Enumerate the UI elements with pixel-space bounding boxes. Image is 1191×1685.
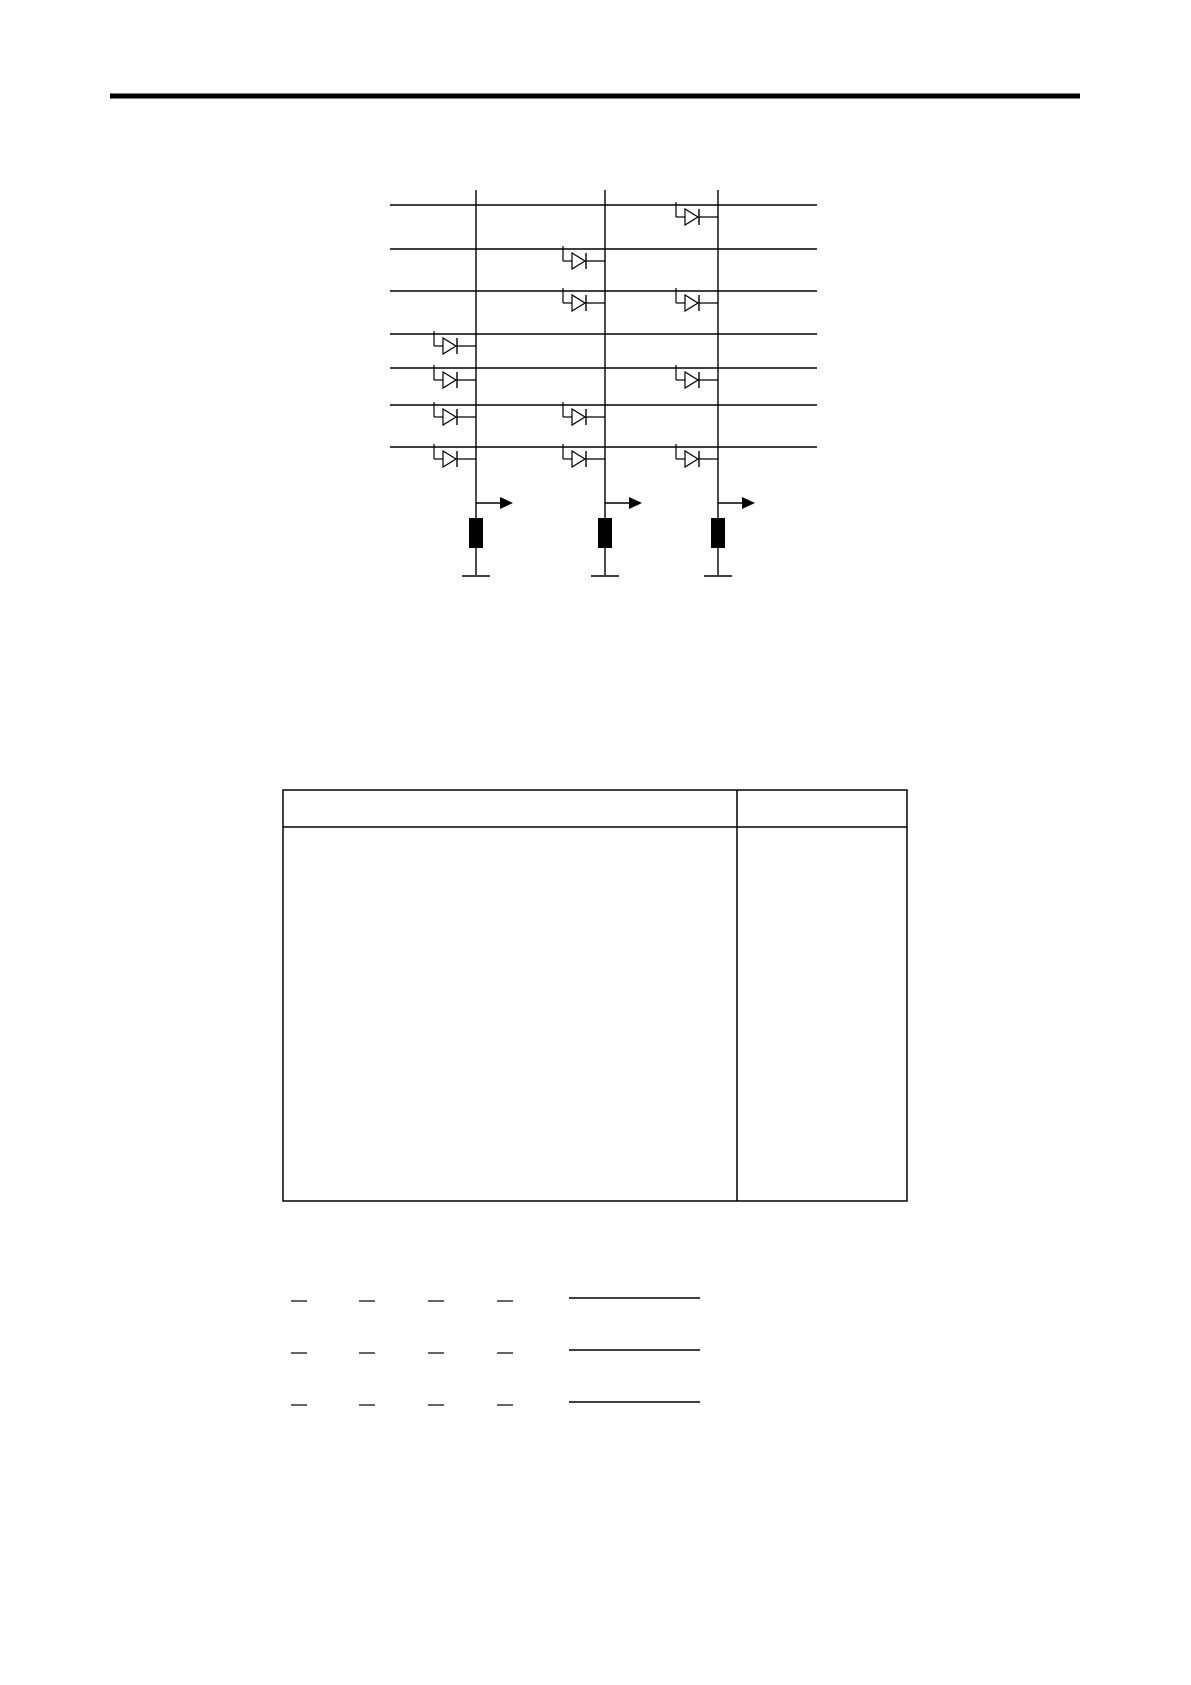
resistor-icon <box>469 518 483 548</box>
diode-icon <box>443 409 456 425</box>
resistor-icon <box>711 518 725 548</box>
arrow-right-icon <box>500 497 513 509</box>
diode-icon <box>443 451 456 467</box>
diode-icon <box>572 451 585 467</box>
diode-icon <box>572 253 585 269</box>
diode-icon <box>685 209 698 225</box>
answer-blanks <box>291 1298 700 1405</box>
diode-icon <box>685 451 698 467</box>
diode-icon <box>443 338 456 354</box>
diode-icon <box>572 409 585 425</box>
resistor-icon <box>598 518 612 548</box>
table-border <box>283 790 907 1201</box>
diode-icon <box>685 295 698 311</box>
arrow-right-icon <box>629 497 642 509</box>
truth-table <box>283 790 907 1201</box>
diode-icon <box>572 295 585 311</box>
diode-matrix-circuit <box>390 190 817 576</box>
arrow-right-icon <box>742 497 755 509</box>
diode-icon <box>443 372 456 388</box>
diode-icon <box>685 372 698 388</box>
